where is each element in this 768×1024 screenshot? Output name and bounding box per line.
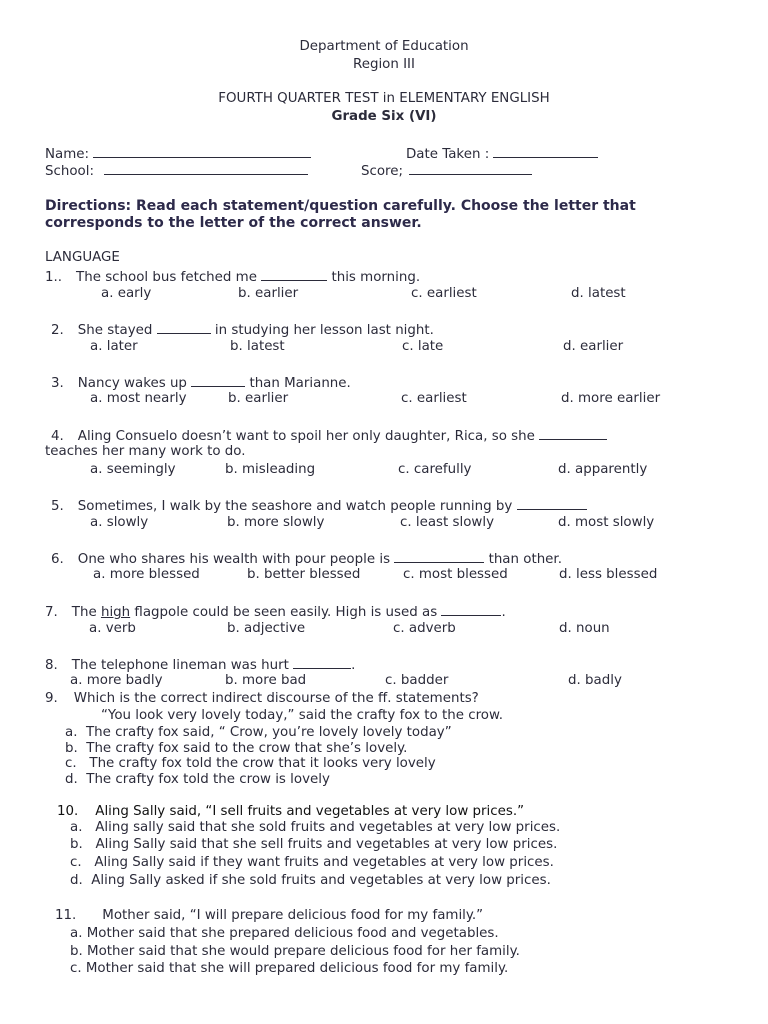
- score-field: [361, 162, 532, 180]
- choice-d[interactable]: d. earlier: [563, 339, 624, 354]
- choice-a[interactable]: a. The crafty fox said, “ Crow, you’re lovely lovely today”: [65, 725, 452, 740]
- choice-b[interactable]: b. Aling Sally said that she sell fruits and vegetables at very low prices.: [70, 837, 558, 852]
- answer-blank: [293, 656, 351, 669]
- choice-c[interactable]: c. badder: [385, 673, 449, 688]
- question-text: this morning.: [327, 270, 421, 285]
- answer-blank: [539, 427, 607, 440]
- choice-d[interactable]: d. most slowly: [558, 515, 655, 530]
- question-text: in studying her lesson last night.: [210, 323, 434, 338]
- question-text: The telephone lineman was hurt: [71, 658, 294, 673]
- choice-d[interactable]: d. latest: [571, 286, 626, 301]
- school-blank[interactable]: [104, 162, 308, 175]
- choice-a[interactable]: a. early: [101, 286, 152, 301]
- name-label: Name:: [45, 147, 94, 162]
- school-field: [45, 162, 308, 180]
- question-number: 5.: [51, 499, 64, 514]
- question-4: [51, 427, 607, 445]
- question-text: than other.: [484, 552, 562, 567]
- score-label: Score;: [361, 164, 404, 179]
- date-blank[interactable]: [493, 145, 598, 158]
- date-label: Date Taken :: [406, 147, 494, 162]
- choice-d[interactable]: d. more earlier: [561, 391, 661, 406]
- question-number: 1..: [45, 270, 63, 285]
- choice-b[interactable]: b. more slowly: [227, 515, 325, 530]
- choice-d[interactable]: d. Aling Sally asked if she sold fruits and vegetables at very low prices.: [70, 873, 551, 888]
- choice-c[interactable]: c. least slowly: [400, 515, 495, 530]
- question-6: [51, 550, 562, 568]
- choice-c[interactable]: c. The crafty fox told the crow that it looks very lovely: [65, 756, 436, 771]
- question-text: Aling Consuelo doesn’t want to spoil her only daughter, Rica, so she: [77, 429, 540, 444]
- choice-d[interactable]: d. The crafty fox told the crow is lovely: [65, 772, 330, 787]
- question-10: [57, 804, 524, 820]
- question-text: The school bus fetched me: [76, 270, 262, 285]
- score-blank[interactable]: [409, 162, 532, 175]
- directions-line-1: Directions: Read each statement/question carefully. Choose the letter that: [45, 198, 636, 214]
- quoted-statement: “You look very lovely today,” said the crafty fox to the crow.: [101, 708, 503, 723]
- choice-d[interactable]: d. less blessed: [559, 567, 658, 582]
- underlined-word: high: [100, 605, 131, 620]
- question-5: [51, 497, 587, 515]
- choice-a[interactable]: a. verb: [89, 621, 136, 636]
- question-text: Aling Sally said, “I sell fruits and vegetables at very low prices.”: [95, 804, 525, 819]
- date-field: [406, 145, 598, 163]
- choice-b[interactable]: b. Mother said that she would prepare delicious food for her family.: [70, 944, 520, 959]
- answer-blank: [191, 374, 245, 387]
- question-1: [45, 268, 420, 286]
- question-number: 2.: [51, 323, 64, 338]
- choice-a[interactable]: a. Mother said that she prepared delicious food and vegetables.: [70, 926, 499, 941]
- choice-d[interactable]: d. badly: [568, 673, 622, 688]
- grade-heading: Grade Six (VI): [331, 109, 437, 124]
- choice-a[interactable]: a. Aling sally said that she sold fruits and vegetables at very low prices.: [70, 820, 561, 835]
- question-8: [45, 656, 355, 674]
- choice-b[interactable]: b. The crafty fox said to the crow that she’s lovely.: [65, 741, 408, 756]
- choice-c[interactable]: c. most blessed: [403, 567, 508, 582]
- choice-d[interactable]: d. noun: [559, 621, 610, 636]
- answer-blank: [517, 497, 587, 510]
- question-text: than Marianne.: [245, 376, 351, 391]
- answer-blank: [441, 603, 501, 616]
- question-2: [51, 321, 434, 339]
- school-label: School:: [45, 164, 94, 179]
- question-number: 4.: [51, 429, 64, 444]
- question-text: Nancy wakes up: [77, 376, 192, 391]
- question-3: [51, 374, 351, 392]
- test-title: FOURTH QUARTER TEST in ELEMENTARY ENGLISH: [218, 91, 550, 106]
- question-number: 7.: [45, 605, 58, 620]
- choice-a[interactable]: a. most nearly: [90, 391, 187, 406]
- question-text: .: [351, 658, 356, 673]
- choice-c[interactable]: c. earliest: [411, 286, 477, 301]
- choice-c[interactable]: c. adverb: [393, 621, 456, 636]
- question-text: .: [501, 605, 506, 620]
- region-heading: Region III: [353, 57, 415, 72]
- choice-a[interactable]: a. more blessed: [93, 567, 200, 582]
- choice-b[interactable]: b. earlier: [228, 391, 289, 406]
- question-number: 11.: [55, 908, 77, 923]
- choice-c[interactable]: c. earliest: [401, 391, 467, 406]
- choice-c[interactable]: c. Mother said that she will prepared delicious food for my family.: [70, 961, 509, 976]
- directions-line-2: corresponds to the letter of the correct answer.: [45, 215, 422, 231]
- choice-d[interactable]: d. apparently: [558, 462, 648, 477]
- question-number: 3.: [51, 376, 64, 391]
- answer-blank: [157, 321, 211, 334]
- question-7: [45, 603, 506, 621]
- department-heading: Department of Education: [299, 39, 469, 54]
- question-text: She stayed: [77, 323, 157, 338]
- question-number: 9.: [45, 691, 58, 706]
- question-text: The: [71, 605, 101, 620]
- choice-c[interactable]: c. carefully: [398, 462, 472, 477]
- question-9: [45, 691, 479, 707]
- answer-blank: [394, 550, 484, 563]
- question-number: 10.: [57, 804, 79, 819]
- choice-b[interactable]: b. adjective: [227, 621, 306, 636]
- choice-a[interactable]: a. later: [90, 339, 138, 354]
- name-blank[interactable]: [93, 145, 311, 158]
- choice-c[interactable]: c. late: [402, 339, 444, 354]
- choice-b[interactable]: b. latest: [230, 339, 285, 354]
- name-field: [45, 145, 311, 163]
- question-text: flagpole could be seen easily. High is used as: [130, 605, 442, 620]
- question-number: 6.: [51, 552, 64, 567]
- question-text-continued: teaches her many work to do.: [45, 444, 246, 459]
- choice-a[interactable]: a. more badly: [70, 673, 163, 688]
- choice-b[interactable]: b. earlier: [238, 286, 299, 301]
- section-heading: LANGUAGE: [45, 250, 120, 265]
- question-11: [55, 908, 483, 924]
- choice-b[interactable]: b. misleading: [225, 462, 316, 477]
- question-text: Mother said, “I will prepare delicious food for my family.”: [102, 908, 484, 923]
- question-text: Sometimes, I walk by the seashore and watch people running by: [77, 499, 517, 514]
- answer-blank: [261, 268, 327, 281]
- choice-b[interactable]: b. better blessed: [247, 567, 361, 582]
- choice-c[interactable]: c. Aling Sally said if they want fruits and vegetables at very low prices.: [70, 855, 554, 870]
- choice-a[interactable]: a. seemingly: [90, 462, 176, 477]
- choice-b[interactable]: b. more bad: [225, 673, 307, 688]
- choice-a[interactable]: a. slowly: [90, 515, 149, 530]
- question-text: One who shares his wealth with pour people is: [77, 552, 395, 567]
- question-number: 8.: [45, 658, 58, 673]
- question-text: Which is the correct indirect discourse of the ff. statements?: [73, 691, 479, 706]
